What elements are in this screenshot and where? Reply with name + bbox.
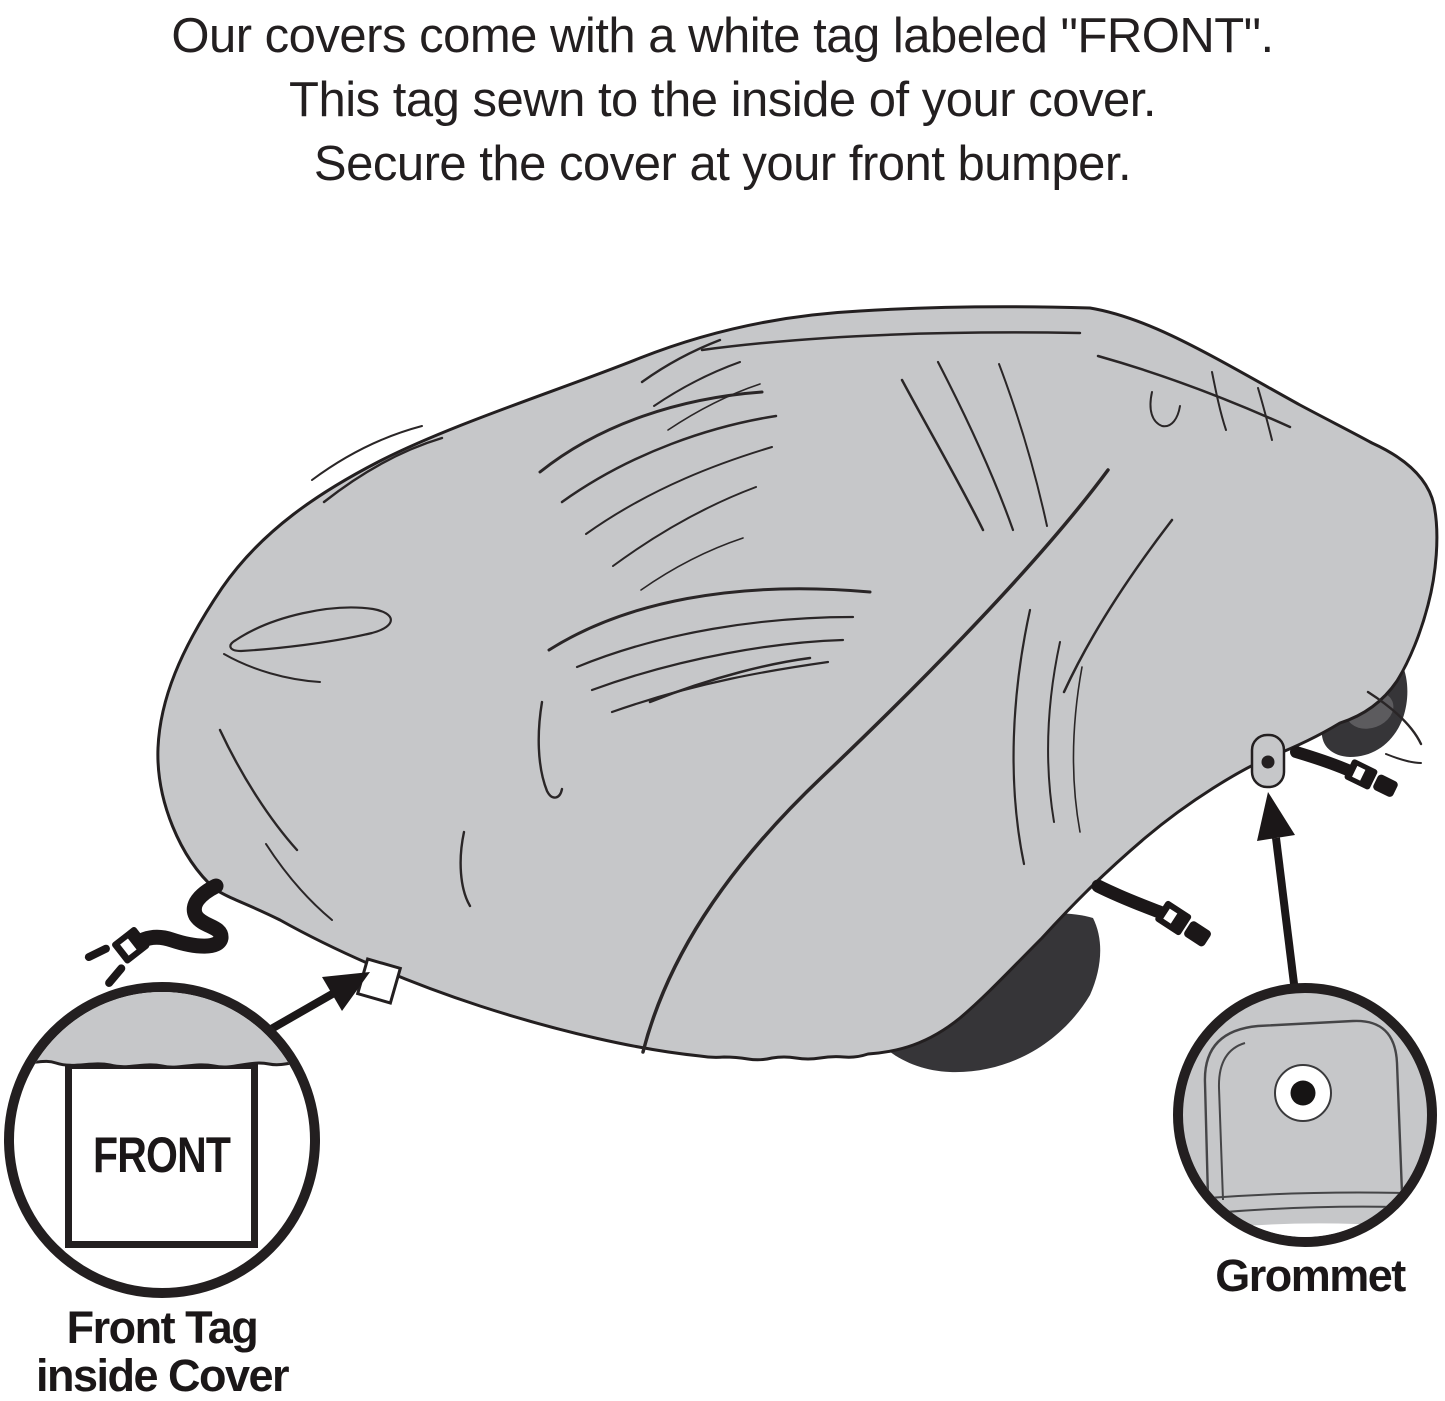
middle-tie-down-strap <box>1098 886 1214 950</box>
front-tag-label-line-2: inside Cover <box>35 1350 289 1401</box>
grommet-callout <box>1173 983 1437 1247</box>
middle-strap-buckle <box>1154 900 1214 951</box>
heading-line-2: This tag sewn to the inside of your cover. <box>289 73 1156 127</box>
front-tie-down-strap <box>82 886 221 990</box>
rear-tie-down-strap <box>1296 752 1400 801</box>
car-cover-body <box>158 307 1437 1060</box>
front-tag-callout <box>4 982 320 1298</box>
heading-line-3: Secure the cover at your front bumper. <box>313 137 1132 191</box>
grommet-arrow <box>1257 792 1296 1000</box>
grommet-hole <box>1291 1081 1316 1106</box>
front-tag-marker <box>358 959 401 1003</box>
grommet-closeup <box>1183 993 1427 1237</box>
cover-fabric-dome <box>14 992 310 1102</box>
grommet-label: Grommet <box>1215 1250 1405 1301</box>
rear-strap-buckle <box>1344 758 1400 801</box>
front-tag-text: FRONT <box>92 1127 231 1183</box>
grommet-marker <box>1252 735 1284 787</box>
front-tag-label <box>0 1304 324 1400</box>
front-strap-buckle <box>82 919 155 989</box>
heading-line-1: Our covers come with a white tag labeled "FRONT". <box>171 9 1274 63</box>
front-tag-label-line-1: Front Tag <box>66 1302 258 1353</box>
